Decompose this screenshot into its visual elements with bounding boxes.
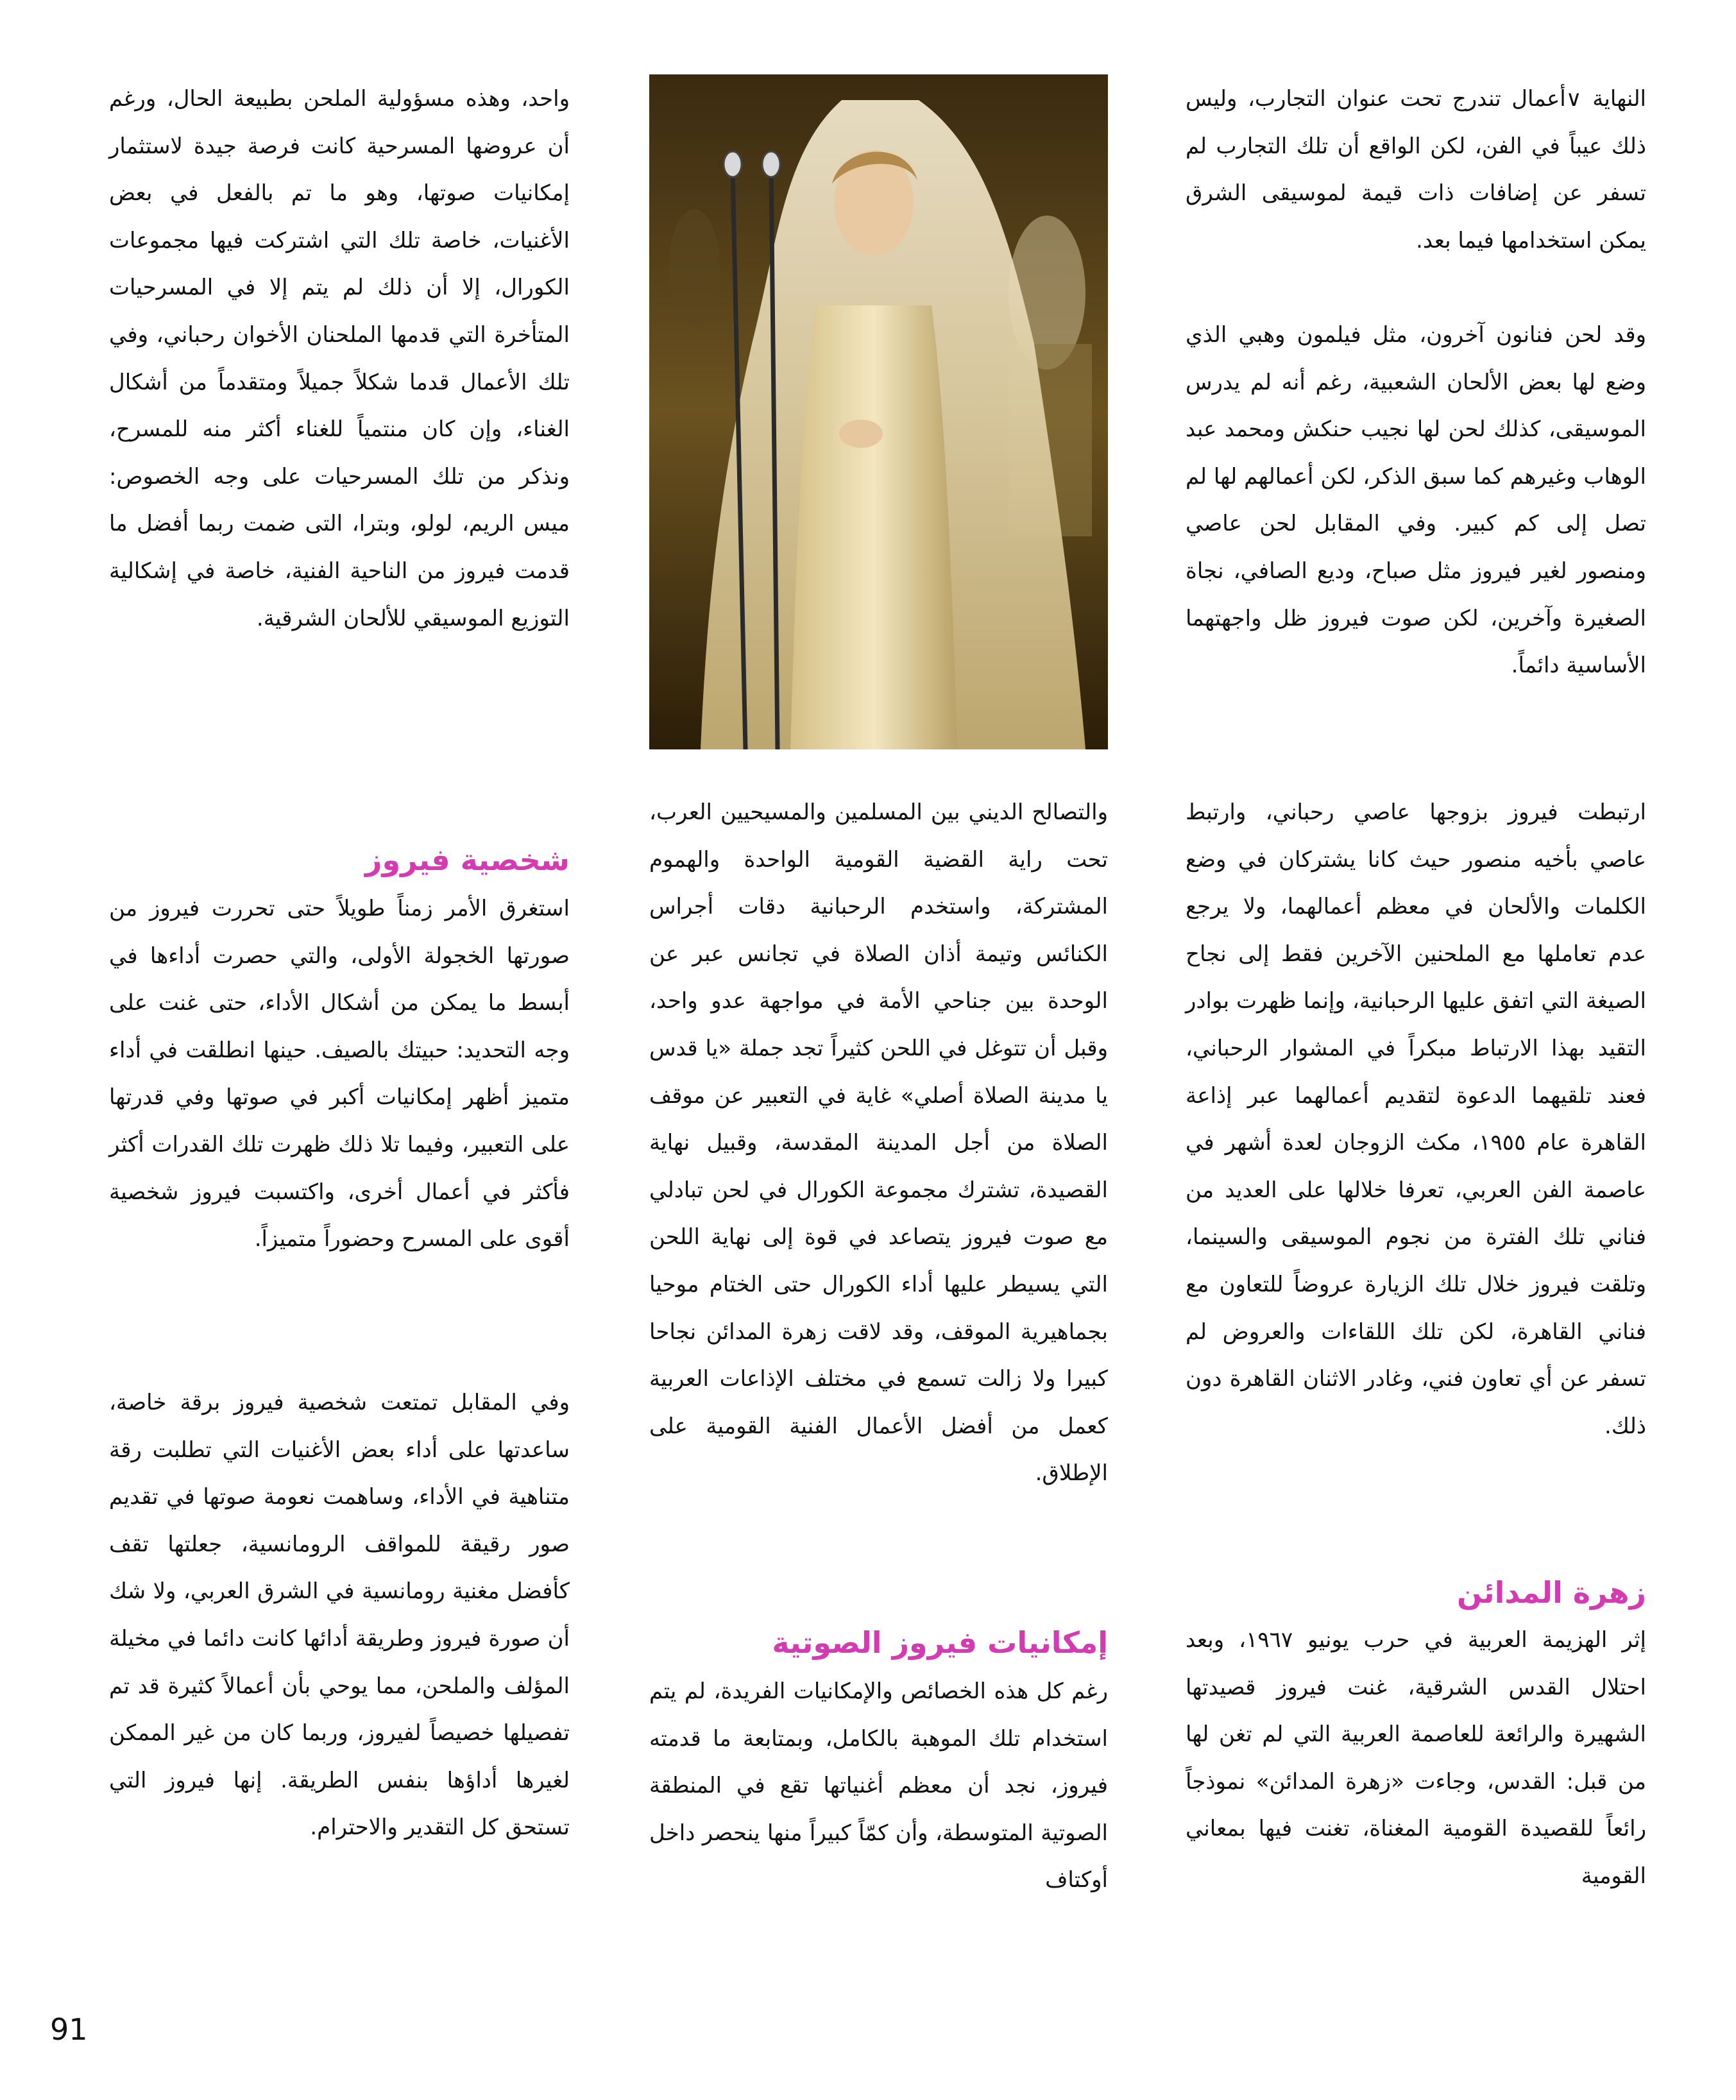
left-column-paragraph-1-block (109, 76, 570, 762)
section-heading-fairuz-vocal-abilities: إمكانيات فيروز الصوتية (772, 1625, 1108, 1660)
singer-in-white-veil-icon (649, 74, 1108, 749)
section-heading-fairuz-personality: شخصية فيروز (365, 842, 570, 877)
right-column-paragraph-2-block (1186, 312, 1646, 742)
middle-column-paragraph-2: رغم كل هذه الخصائص والإمكانيات الفريدة، لم يتم استخدام تلك الموهبة بالكامل، وبمتابعة ما قدمته فيروز، نجد أن معظم أغنياتها تقع في المنطقة الصوتية المتوسطة، وأن كمّاً كبيراً منها ينحصر داخل أوكتاف (649, 1678, 1108, 1893)
photo-singer-white-veil (649, 74, 1108, 749)
left-column-paragraph-2-block (109, 885, 570, 1315)
right-column-paragraph-2: وقد لحن فنانون آخرون، مثل فيلمون وهبي الذي وضع لها بعض الألحان الشعبية، رغم أنه لم يدرس الموسيقى، كذلك لحن لها نجيب حنكش ومحمد عبد الوهاب وغيرهم كما سبق الذكر، لكن أعمالهم لها لم تصل إلى كم كبير. وفي المقابل لحن عاصي ومنصور لغير فيروز مثل صباح، وديع الصافي، نجاة الصغيرة وآخرين، لكن صوت فيروز ظل واجهتهما الأساسية دائماً. (1186, 322, 1646, 679)
middle-column-paragraph-2-block (649, 1668, 1108, 1906)
middle-column-paragraph-1: والتصالح الديني بين المسلمين والمسيحيين العرب، تحت راية القضية القومية الواحدة والهموم المشتركة، واستخدم الرحبانية دقات أجراس الكنائس وتيمة أذان الصلاة في تجانس عبر عن الوحدة بين جناحي الأمة في مواجهة عدو واحد، وقبل أن تتوغل في اللحن كثيراً تجد جملة «يا قدس يا مدينة الصلاة أصلي» غاية في التعبير عن موقف الصلاة من أجل المدينة المقدسة، وقبيل نهاية القصيدة، تشترك مجموعة الكورال في لحن تبادلي مع صوت فيروز يتصاعد في قوة إلى نهاية اللحن التي يسيطر عليها أداء الكورال حتى الختام موحيا بجماهيرية الموقف، وقد لاقت زهرة المدائن نجاحا كبيرا ولا زالت تسمع في مختلف الإذاعات العربية كعمل من أفضل الأعمال الفنية القومية على الإطلاق. (649, 799, 1108, 1487)
left-column-paragraph-3: وفي المقابل تمتعت شخصية فيروز برقة خاصة، ساعدتها على أداء بعض الأغنيات التي تطلبت رقة متناهية في الأداء، وساهمت نعومة صوتها في تقديم صور رقيقة للمواقف الرومانسية، جعلتها تقف كأفضل مغنية رومانسية في الشرق العربي، ولا شك أن صورة فيروز وطريقة أدائها كانت دائما في مخيلة المؤلف والملحن، مما يوحي بأن أعمالاً كثيرة قد تم تفصيلها خصيصاً لفيروز، وربما كان من غير الممكن لغيرها أداؤها بنفس الطريقة. إنها فيروز التي تستحق كل التقدير والاحترام. (109, 1390, 570, 1841)
right-column-paragraph-4: إثر الهزيمة العربية في حرب يونيو ١٩٦٧، وبعد احتلال القدس الشرقية، غنت فيروز قصيدتها الشهيرة والرائعة للعاصمة العربية التي لم تغن لها من قبل: القدس، وجاءت «زهرة المدائن» نموذجاً رائعاً للقصيدة القومية المغناة، تغنت فيها بمعاني القومية (1186, 1627, 1646, 1889)
left-column-paragraph-3-block (109, 1379, 570, 1912)
right-column-paragraph-3: ارتبطت فيروز بزوجها عاصي رحباني، وارتبط عاصي بأخيه منصور حيث كانا يشتركان في وضع الكلمات والألحان في معظم أعمالهما، ولا يرجع عدم تعاملها مع الملحنين الآخرين فقط إلى نجاح الصيغة التي اتفق عليها الرحبانية، وإنما ظهرت بوادر التقيد بهذا الارتباط مبكراً في المشوار الرحباني، فعند تلقيهما الدعوة لتقديم أعمالهما عبر إذاعة القاهرة عام ١٩٥٥، مكث الزوجان لعدة أشهر في عاصمة الفن العربي، تعرفا خلالها على العديد من فناني تلك الفترة من نجوم الموسيقى والسينما، وتلقت فيروز خلال تلك الزيارة عروضاً للتعاون مع فناني القاهرة، لكن تلك اللقاءات والعروض لم تسفر عن أي تعاون فني، وغادر الاثنان القاهرة دون ذلك. (1186, 799, 1646, 1439)
right-column-paragraph-1: النهاية ∨أعمال تندرج تحت عنوان التجارب، وليس ذلك عيباً في الفن، لكن الواقع أن تلك التجارب لم تسفر عن إضافات ذات قيمة لموسيقى الشرق يمكن استخدامها فيما بعد. (1186, 86, 1646, 253)
left-column-paragraph-1: واحد، وهذه مسؤولية الملحن بطبيعة الحال، ورغم أن عروضها المسرحية كانت فرصة جيدة لاستثمار إمكانيات صوتها، وهو ما تم بالفعل في بعض الأغنيات، خاصة تلك التي اشتركت فيها مجموعات الكورال، إلا أن ذلك لم يتم إلا في المسرحيات المتأخرة التي قدمها الملحنان الأخوان رحباني، وفي تلك الأعمال قدما شكلاً جميلاً ومتقدماً من أشكال الغناء، وإن كان منتمياً للغناء أكثر منه للمسرح، ونذكر من تلك المسرحيات على وجه الخصوص: ميس الريم، لولو، وبترا، التى ضمت ربما أفضل ما قدمت فيروز من الناحية الفنية، خاصة في إشكالية التوزيع الموسيقي للألحان الشرقية. (109, 86, 570, 631)
right-column-paragraph-4-block (1186, 1617, 1646, 1906)
middle-column-paragraph-1-block (649, 789, 1108, 1572)
right-column-top-paragraph (1186, 76, 1646, 268)
right-column-paragraph-3-block (1186, 789, 1646, 1527)
page-number: 91 (50, 2012, 88, 2047)
left-column-paragraph-2: استغرق الأمر زمناً طويلاً حتى تحررت فيروز من صورتها الخجولة الأولى، والتي حصرت أداءها في أبسط ما يمكن من أشكال الأداء، حتى غنت على وجه التحديد: حبيتك بالصيف. حينها انطلقت في أداء متميز أظهر إمكانيات أكبر في صوتها وفي قدرتها على التعبير، وفيما تلا ذلك ظهرت تلك القدرات أكثر فأكثر في أعمال أخرى، واكتسبت فيروز شخصية أقوى على المسرح وحضوراً متميزاً. (109, 896, 570, 1252)
section-heading-zahrat-al-madaen: زهرة المدائن (1456, 1575, 1646, 1610)
